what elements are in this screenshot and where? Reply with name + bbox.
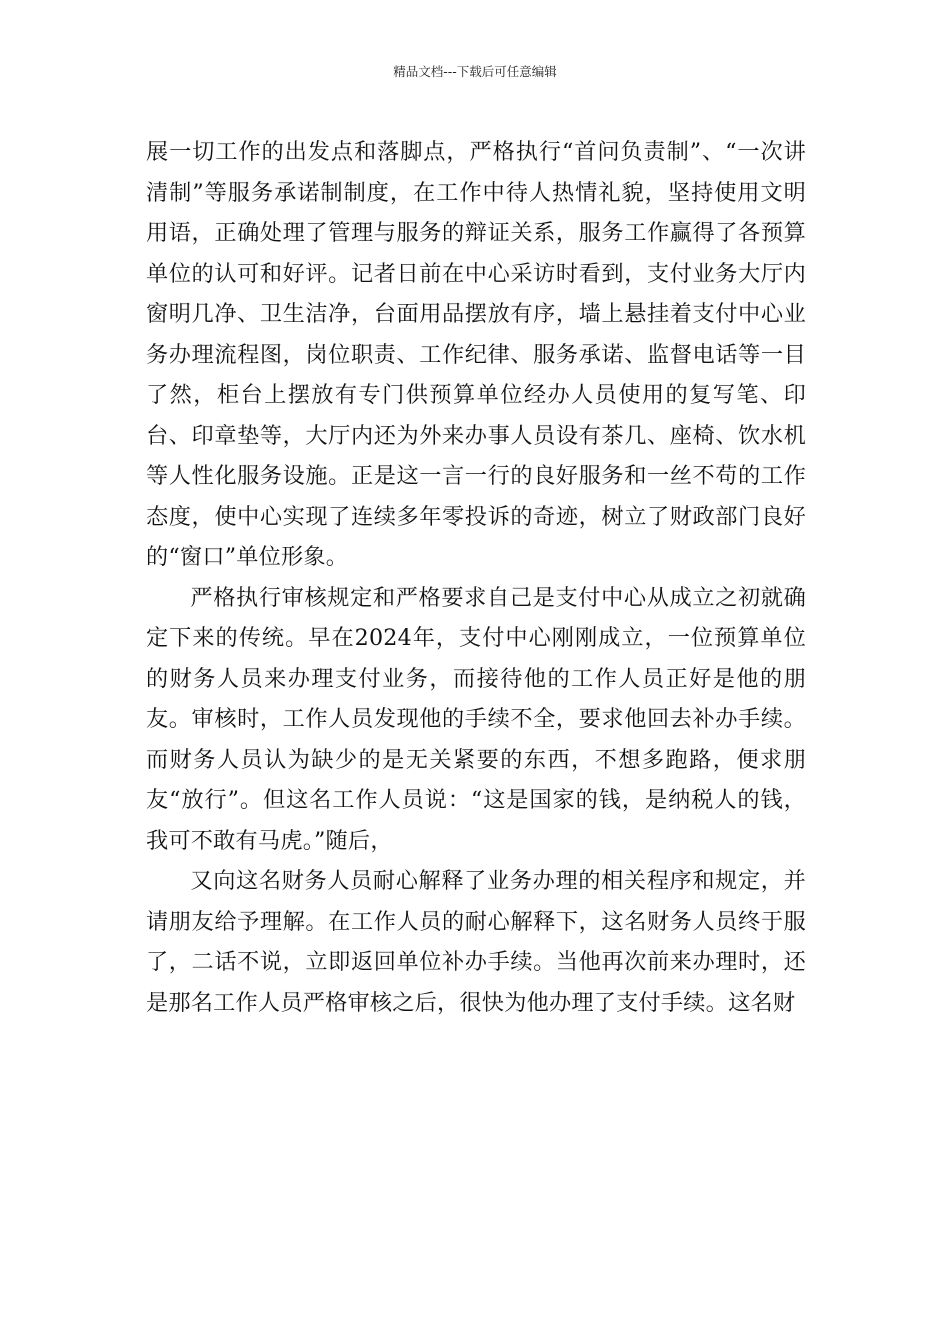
paragraph-1: 展一切工作的出发点和落脚点，严格执行“首问负责制”、“一次讲清制”等服务承诺制制度，在工作中待人热情礼貌，坚持使用文明用语，正确处理了管理与服务的辩证关系，服务工作赢得了各预算单位的认可和好评。记者日前在中心采访时看到，支付业务大厅内窗明几净、卫生洁净，台面用品摆放有序，墙上悬挂着支付中心业务办理流程图，岗位职责、工作纪律、服务承诺、监督电话等一目了然，柜台上摆放有专门供预算单位经办人员使用的复写笔、印台、印章垫等，大厅内还为外来办事人员设有茶几、座椅、饮水机等人性化服务设施。正是这一言一行的良好服务和一丝不苟的工作态度，使中心实现了连续多年零投诉的奇迹，树立了财政部门良好的“窗口”单位形象。 — [146, 139, 806, 570]
paragraph-2: 严格执行审核规定和严格要求自己是支付中心从成立之初就确定下来的传统。早在2024年，支付中心刚刚成立，一位预算单位的财务人员来办理支付业务，而接待他的工作人员正好是他的朋友。审核时，工作人员发现他的手续不全，要求他回去补办手续。而财务人员认为缺少的是无关紧要的东西，不想多跑路，便求朋友“放行”。但这名工作人员说：“这是国家的钱，是纳税人的钱，我可不敢有马虎。”随后， — [146, 584, 806, 854]
document-body — [146, 132, 806, 1023]
page-header: 精品文档---下载后可任意编辑 — [393, 64, 557, 79]
paragraph-3: 又向这名财务人员耐心解释了业务办理的相关程序和规定，并请朋友给予理解。在工作人员的耐心解释下，这名财务人员终于服了，二话不说，立即返回单位补办手续。当他再次前来办理时，还是那名工作人员严格审核之后，很快为他办理了支付手续。这名财 — [146, 868, 806, 1016]
